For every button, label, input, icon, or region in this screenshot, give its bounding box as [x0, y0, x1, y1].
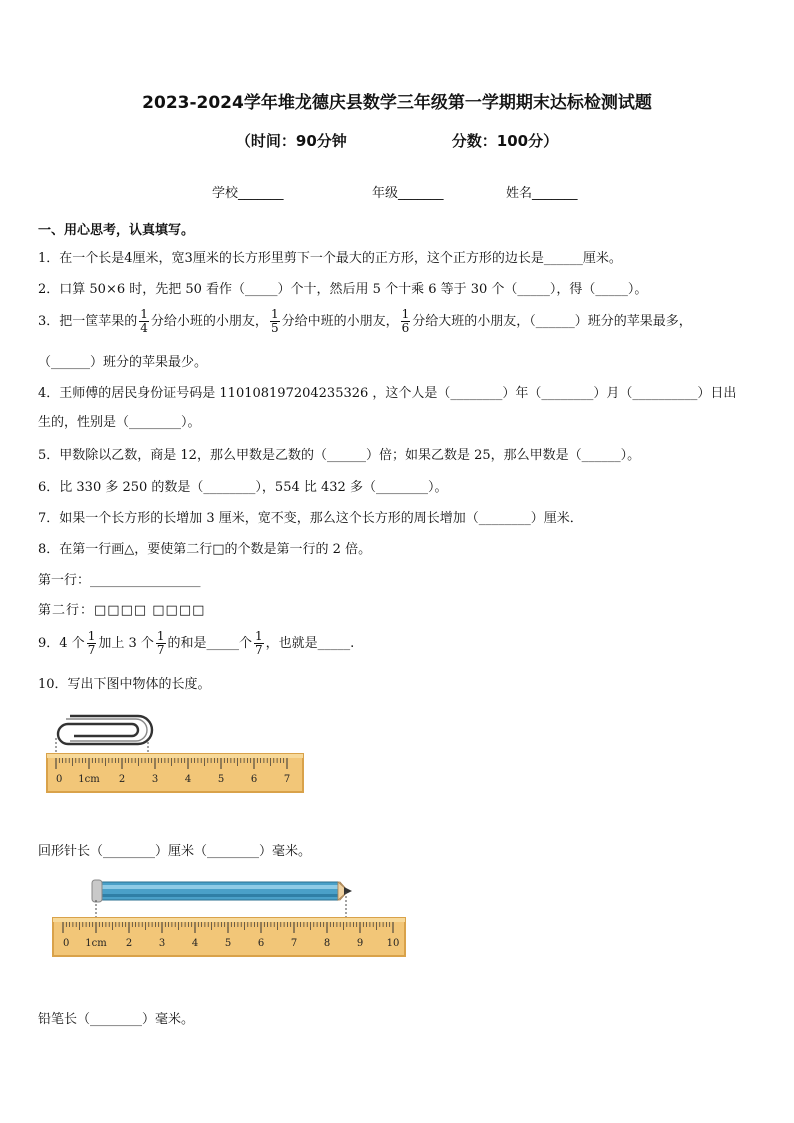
ruler-label: 6 — [250, 774, 258, 785]
pencil-ruler-svg — [48, 870, 413, 965]
ruler-label: 3 — [151, 774, 159, 785]
ruler-label: 5 — [224, 938, 232, 949]
exam-time: （时间：90分钟 — [235, 132, 347, 150]
name-field[interactable]: 姓名_______ — [506, 186, 578, 201]
ruler-label: 4 — [184, 774, 192, 785]
ruler-highlight — [53, 918, 405, 922]
exam-meta — [0, 130, 794, 151]
question-5: 5．甲数除以乙数，商是 12，那么甲数是乙数的（______）倍；如果乙数是 25，那么甲数是（______）。 — [38, 448, 641, 463]
fraction: $\frac{1}{4}$ — [140, 307, 148, 335]
fraction: $\frac{1}{7}$ — [255, 629, 263, 657]
ruler-label: 1cm — [85, 938, 107, 949]
fraction: $\frac{1}{5}$ — [270, 307, 279, 335]
question-7: 7．如果一个长方形的长增加 3 厘米，宽不变，那么这个长方形的周长增加（________）厘米． — [38, 511, 583, 526]
pencil-icon — [92, 880, 352, 902]
question-10: 10．写出下图中物体的长度。 — [38, 677, 211, 692]
ruler-label: 8 — [323, 938, 331, 949]
ruler-label: 0 — [63, 938, 70, 949]
ruler-label: 2 — [125, 938, 133, 949]
section-title: 一、用心思考，认真填写。 — [38, 223, 195, 238]
ruler-highlight — [47, 754, 303, 758]
question-2: 2．口算 50×6 时，先把 50 看作（_____）个十，然后用 5 个十乘 6 等于 30 个（_____），得（_____）。 — [38, 282, 648, 297]
ruler-label: 7 — [283, 774, 291, 785]
ruler-label: 9 — [356, 938, 364, 949]
ruler-label: 1cm — [78, 774, 100, 785]
ruler-label: 6 — [257, 938, 265, 949]
question-8-row-1: 第一行：_________________ — [38, 573, 201, 588]
question-8-row-2: 第二行：□□□□ □□□□ — [38, 603, 206, 618]
fraction: $\frac{1}{6}$ — [401, 307, 410, 335]
question-3-line-1: 3．把一筐苹果的 $\frac{1}{4}$ 分给小班的小朋友， $\frac{1}{5}$ 分给中班的小朋友， $\frac{1}{6}$ 分给大班的小朋友，（______）班分的苹果最多， — [38, 307, 692, 335]
page-title: 2023-2024学年堆龙德庆县数学三年级第一学期期末达标检测试题 — [142, 93, 652, 113]
paperclip-figure — [40, 706, 310, 805]
pencil-figure — [48, 870, 413, 969]
question-8: 8．在第一行画△，要使第二行□的个数是第一行的 2 倍。 — [38, 542, 372, 557]
ruler-label: 0 — [56, 774, 63, 785]
ruler-label: 5 — [217, 774, 225, 785]
ruler-label: 4 — [191, 938, 199, 949]
question-6: 6．比 330 多 250 的数是（________），554 比 432 多（________）。 — [38, 480, 448, 495]
ruler-label: 10 — [386, 938, 400, 949]
question-4-line-1: 4．王师傅的居民身份证号码是 110108197204235326 ，这个人是（________）年（________）月（__________）日出 — [38, 386, 737, 401]
ruler-label: 3 — [158, 938, 166, 949]
fraction: $\frac{1}{7}$ — [87, 629, 96, 657]
ruler-label: 7 — [290, 938, 298, 949]
ruler-label: 2 — [118, 774, 126, 785]
question-4-line-2: 生的，性别是（________）。 — [38, 415, 201, 430]
pencil-answer: 铅笔长（________）毫米。 — [38, 1012, 195, 1027]
paperclip-answer: 回形针长（________）厘米（________）毫米。 — [38, 844, 312, 859]
question-9: 9．4 个 $\frac{1}{7}$ 加上 3 个 $\frac{1}{7}$ 的和是_____个 $\frac{1}{7}$ ，也就是_____. — [38, 629, 355, 657]
exam-score: 分数：100分） — [451, 132, 559, 150]
school-field[interactable]: 学校_______ — [212, 186, 284, 201]
paperclip-ruler-svg — [40, 706, 310, 801]
grade-field[interactable]: 年级_______ — [372, 186, 444, 201]
paperclip-icon — [58, 716, 152, 744]
question-3-line-2: （______）班分的苹果最少。 — [38, 355, 208, 370]
fraction: $\frac{1}{7}$ — [156, 629, 165, 657]
question-1: 1．在一个长是4厘米，宽3厘米的长方形里剪下一个最大的正方形，这个正方形的边长是______厘米。 — [38, 251, 622, 266]
